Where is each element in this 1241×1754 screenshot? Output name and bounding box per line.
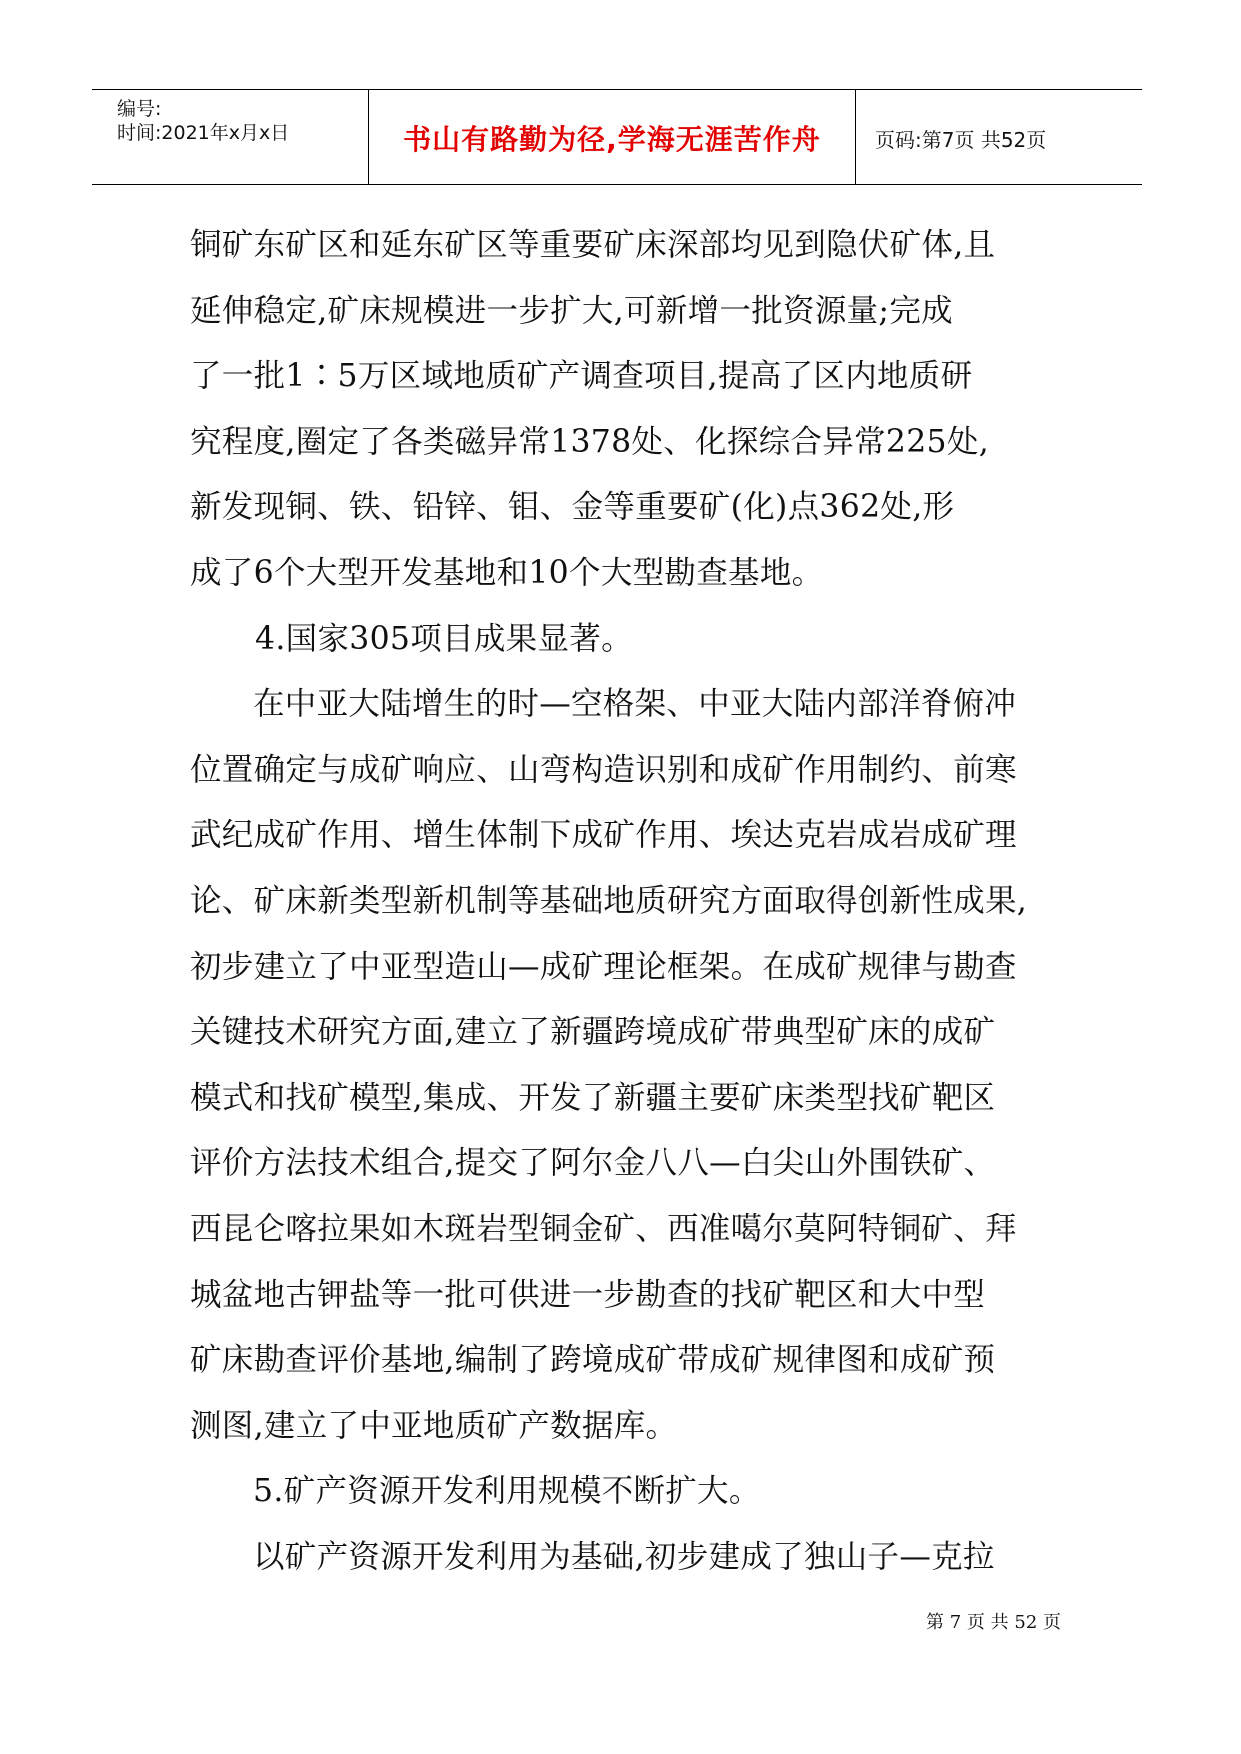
body-line: 西昆仑喀拉果如木斑岩型铜金矿、西准噶尔莫阿特铜矿、拜 xyxy=(190,1210,1017,1247)
body-line: 关键技术研究方面,建立了新疆跨境成矿带典型矿床的成矿 xyxy=(190,1014,996,1051)
header-page-cell xyxy=(855,90,1142,184)
body-line: 了一批1∶5万区域地质矿产调查项目,提高了区内地质研 xyxy=(190,358,973,395)
page-header xyxy=(92,89,1142,185)
body-line: 铜矿东矿区和延东矿区等重要矿床深部均见到隐伏矿体,且 xyxy=(190,227,996,263)
body-line: 武纪成矿作用、增生体制下成矿作用、埃达克岩成岩成矿理 xyxy=(190,817,1017,854)
body-line: 位置确定与成矿响应、山弯构造识别和成矿作用制约、前寒 xyxy=(190,751,1017,788)
document-body xyxy=(190,213,1060,1590)
body-line: 成了6个大型开发基地和10个大型勘查基地。 xyxy=(190,554,824,591)
body-line: 在中亚大陆增生的时—空格架、中亚大陆内部洋脊俯冲 xyxy=(253,686,1017,723)
body-line: 论、矿床新类型新机制等基础地质研究方面取得创新性成果, xyxy=(190,882,1028,919)
body-line: 评价方法技术组合,提交了阿尔金八八—白尖山外围铁矿、 xyxy=(190,1145,996,1182)
body-line: 测图,建立了中亚地质矿产数据库。 xyxy=(190,1407,678,1444)
body-line: 究程度,圈定了各类磁异常1378处、化探综合异常225处, xyxy=(190,423,990,460)
header-meta-cell xyxy=(92,90,368,184)
body-line: 以矿产资源开发利用为基础,初步建成了独山子—克拉 xyxy=(253,1538,995,1575)
body-line: 延伸稳定,矿床规模进一步扩大,可新增一批资源量;完成 xyxy=(190,292,953,329)
page-footer: 第 7 页 共 52 页 xyxy=(926,1612,1061,1633)
page-code: 页码:第7页 共52页 xyxy=(875,128,1047,152)
header-motto-cell xyxy=(368,90,856,184)
body-line: 矿床勘查评价基地,编制了跨境成矿带成矿规律图和成矿预 xyxy=(190,1342,996,1379)
section-heading: 4.国家305项目成果显著。 xyxy=(255,620,633,657)
body-line: 新发现铜、铁、铅锌、钼、金等重要矿(化)点362处,形 xyxy=(190,489,955,526)
body-line: 城盆地古钾盐等一批可供进一步勘查的找矿靶区和大中型 xyxy=(190,1276,986,1313)
number-label: 编号: xyxy=(117,98,162,120)
time-label: 时间:2021年x月x日 xyxy=(117,122,290,144)
section-heading: 5.矿产资源开发利用规模不断扩大。 xyxy=(253,1473,761,1510)
body-line: 模式和找矿模型,集成、开发了新疆主要矿床类型找矿靶区 xyxy=(190,1079,996,1116)
body-line: 初步建立了中亚型造山—成矿理论框架。在成矿规律与勘查 xyxy=(190,948,1017,985)
motto-text: 书山有路勤为径,学海无涯苦作舟 xyxy=(403,123,821,156)
